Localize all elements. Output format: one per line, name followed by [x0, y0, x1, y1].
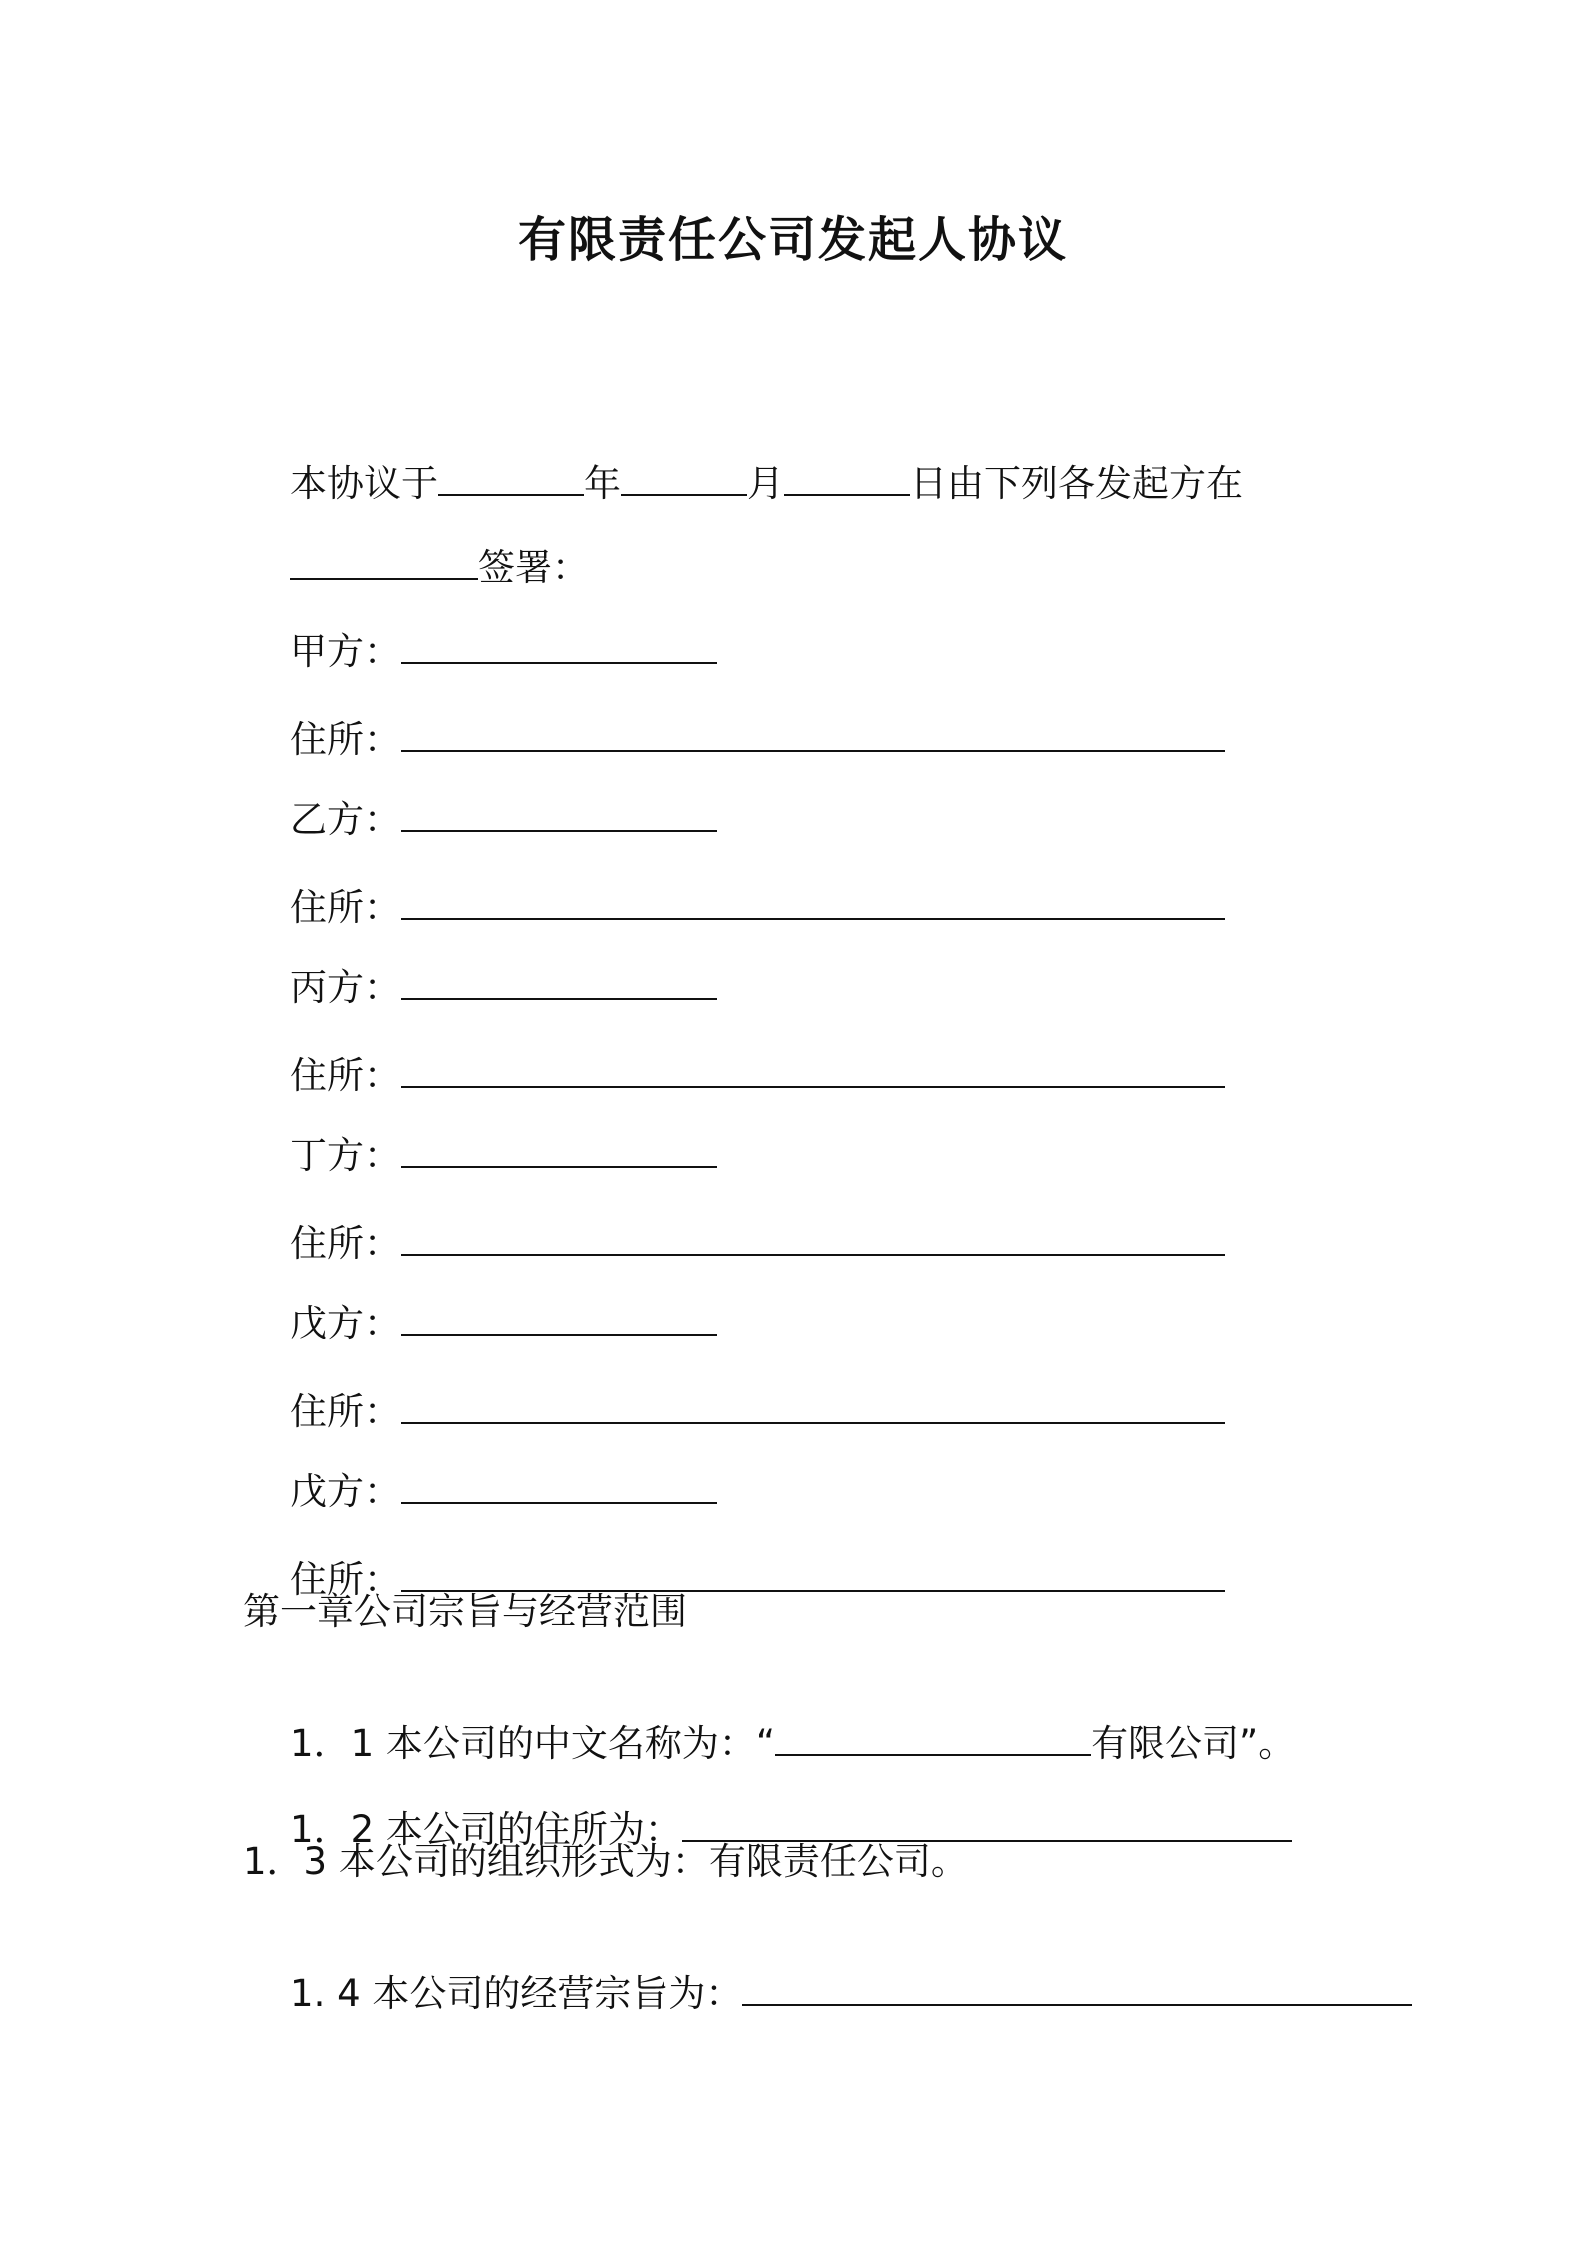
address-blank[interactable] [401, 1556, 1225, 1592]
address-label: 住所： [290, 886, 402, 929]
address-blank[interactable] [401, 1220, 1225, 1256]
clause-text-2: 有限公司”。 [1091, 1722, 1296, 1765]
day-blank[interactable] [784, 460, 910, 496]
intro-text-2: 日由下列各发起方在 [910, 462, 1244, 505]
address-blank[interactable] [401, 1052, 1225, 1088]
party-name-blank[interactable] [401, 1132, 717, 1168]
clause-1-3: 1．3 本公司的组织形式为：有限责任公司。 [243, 1840, 968, 1883]
year-blank[interactable] [438, 460, 584, 496]
company-address-blank[interactable] [682, 1806, 1292, 1842]
business-purpose-blank[interactable] [742, 1970, 1412, 2006]
clause-text: 1．1 本公司的中文名称为：“ [290, 1722, 776, 1765]
party-name-blank[interactable] [401, 1468, 717, 1504]
year-label: 年 [584, 462, 622, 505]
month-label: 月 [747, 462, 785, 505]
party-name-blank[interactable] [401, 964, 717, 1000]
party-name-blank[interactable] [401, 1300, 717, 1336]
party-label: 甲方： [290, 630, 402, 673]
address-label: 住所： [290, 1558, 402, 1601]
chapter-heading: 第一章公司宗旨与经营范围 [243, 1590, 687, 1633]
address-label: 住所： [290, 1222, 402, 1265]
clause-text: 1. 4 本公司的经营宗旨为： [290, 1972, 743, 2015]
document-title: 有限责任公司发起人协议 [517, 212, 1068, 268]
address-label: 住所： [290, 718, 402, 761]
clause-1-4 [243, 1922, 1412, 2066]
party-label: 戊方： [290, 1470, 402, 1513]
signed-label: 签署： [478, 546, 590, 589]
party-label: 丙方： [290, 966, 402, 1009]
intro-text: 本协议于 [290, 462, 439, 505]
party-label: 丁方： [290, 1134, 402, 1177]
address-label: 住所： [290, 1390, 402, 1433]
address-label: 住所： [290, 1054, 402, 1097]
address-blank[interactable] [401, 716, 1225, 752]
party-label: 戊方： [290, 1302, 402, 1345]
month-blank[interactable] [621, 460, 747, 496]
address-blank[interactable] [401, 1388, 1225, 1424]
party-name-blank[interactable] [401, 796, 717, 832]
signing-place-blank[interactable] [290, 544, 478, 580]
address-blank[interactable] [401, 884, 1225, 920]
company-name-blank[interactable] [775, 1720, 1091, 1756]
party-label: 乙方： [290, 798, 402, 841]
clause-text: 1．2 本公司的住所为： [290, 1808, 682, 1851]
party-name-blank[interactable] [401, 628, 717, 664]
